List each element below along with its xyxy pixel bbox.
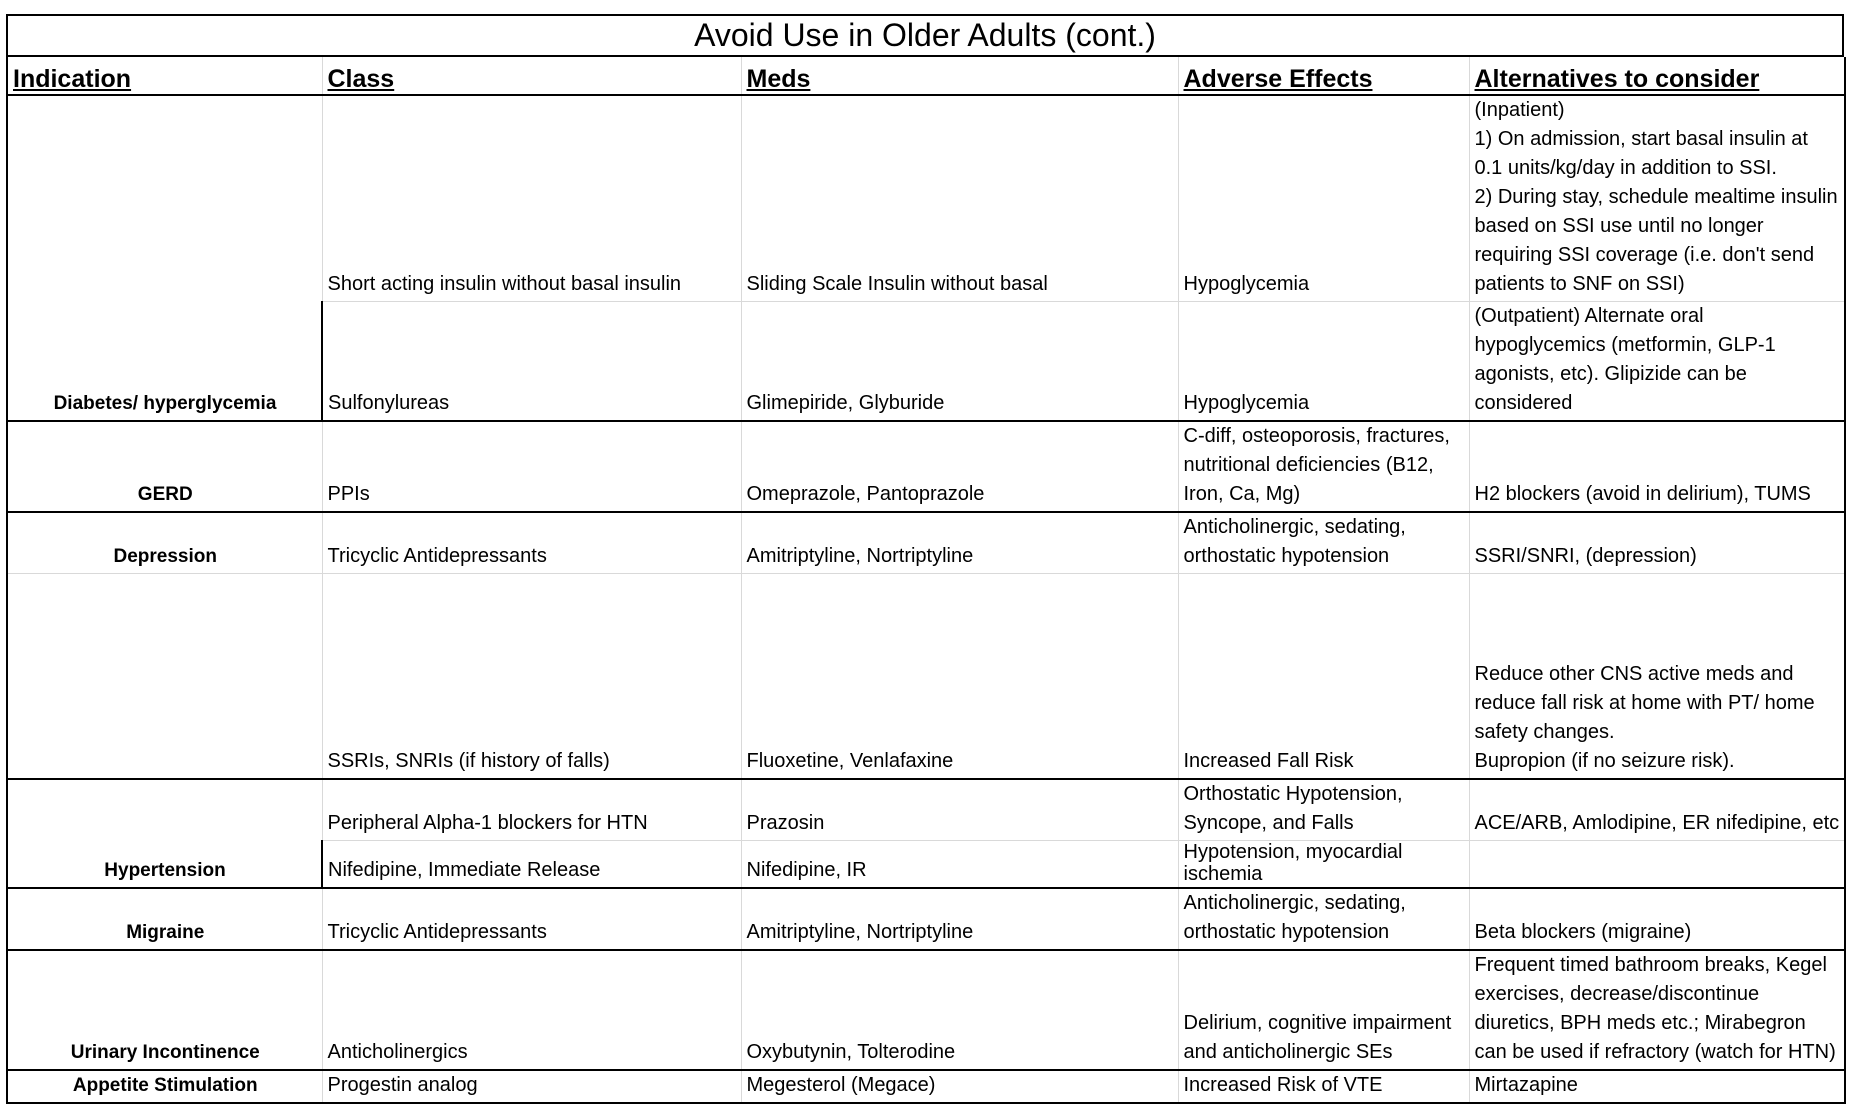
meds-cell: Sliding Scale Insulin without basal — [741, 95, 1178, 302]
adverse-cell: Anticholinergic, sedating, orthostatic hypotension — [1178, 512, 1469, 574]
class-cell: Short acting insulin without basal insulin — [322, 95, 741, 302]
meds-cell: Prazosin — [741, 779, 1178, 841]
table-row — [7, 779, 1845, 841]
alternatives-cell: Frequent timed bathroom breaks, Kegel exercises, decrease/discontinue diuretics, BPH meds etc.; Mirabegron can be used if refractory (watch for HTN) — [1469, 950, 1845, 1070]
adverse-cell: Hypoglycemia — [1178, 302, 1469, 422]
meds-cell: Glimepiride, Glyburide — [741, 302, 1178, 422]
alternatives-cell: H2 blockers (avoid in delirium), TUMS — [1469, 421, 1845, 512]
class-cell: SSRIs, SNRIs (if history of falls) — [322, 574, 741, 779]
alternatives-cell: (Inpatient) 1) On admission, start basal insulin at 0.1 units/kg/day in addition to SSI. 2) During stay, schedule mealtime insulin based on SSI use until no longer requiring SSI coverage (i.e. don't send patients to SNF on SSI) — [1469, 95, 1845, 302]
header-row — [7, 57, 1845, 95]
alternatives-cell: Mirtazapine — [1469, 1070, 1845, 1103]
indication-cell: Hypertension — [7, 779, 322, 888]
class-cell: Tricyclic Antidepressants — [322, 888, 741, 950]
alternatives-cell: (Outpatient) Alternate oral hypoglycemics (metformin, GLP-1 agonists, etc). Glipizide can be considered — [1469, 302, 1845, 422]
adverse-cell: Delirium, cognitive impairment and anticholinergic SEs — [1178, 950, 1469, 1070]
medication-table — [6, 57, 1846, 1104]
class-cell: Anticholinergics — [322, 950, 741, 1070]
meds-cell: Amitriptyline, Nortriptyline — [741, 888, 1178, 950]
indication-cell: Depression — [7, 512, 322, 574]
header-indication: Indication — [7, 57, 322, 95]
class-cell: Sulfonylureas — [322, 302, 741, 422]
meds-cell: Megesterol (Megace) — [741, 1070, 1178, 1103]
header-meds: Meds — [741, 57, 1178, 95]
meds-cell: Oxybutynin, Tolterodine — [741, 950, 1178, 1070]
table-row — [7, 574, 1845, 779]
table-row — [7, 888, 1845, 950]
meds-cell: Amitriptyline, Nortriptyline — [741, 512, 1178, 574]
spreadsheet — [6, 14, 1844, 1104]
indication-cell: Appetite Stimulation — [7, 1070, 322, 1103]
alternatives-cell: SSRI/SNRI, (depression) — [1469, 512, 1845, 574]
table-row — [7, 1070, 1845, 1103]
adverse-cell: Increased Risk of VTE — [1178, 1070, 1469, 1103]
indication-cell: Diabetes/ hyperglycemia — [7, 95, 322, 421]
adverse-cell: Hypotension, myocardial ischemia — [1178, 840, 1469, 888]
indication-cell: GERD — [7, 421, 322, 512]
adverse-cell: Increased Fall Risk — [1178, 574, 1469, 779]
table-row — [7, 950, 1845, 1070]
header-adverse-effects: Adverse Effects — [1178, 57, 1469, 95]
adverse-cell: Hypoglycemia — [1178, 95, 1469, 302]
table-title: Avoid Use in Older Adults (cont.) — [6, 14, 1844, 57]
class-cell: PPIs — [322, 421, 741, 512]
indication-cell: Migraine — [7, 888, 322, 950]
meds-cell: Fluoxetine, Venlafaxine — [741, 574, 1178, 779]
class-cell: Nifedipine, Immediate Release — [322, 840, 741, 888]
alternatives-cell: ACE/ARB, Amlodipine, ER nifedipine, etc — [1469, 779, 1845, 841]
indication-cell-empty — [7, 574, 322, 779]
indication-cell: Urinary Incontinence — [7, 950, 322, 1070]
alternatives-cell: Reduce other CNS active meds and reduce fall risk at home with PT/ home safety changes. Bupropion (if no seizure risk). — [1469, 574, 1845, 779]
adverse-cell: C-diff, osteoporosis, fractures, nutritional deficiencies (B12, Iron, Ca, Mg) — [1178, 421, 1469, 512]
adverse-cell: Orthostatic Hypotension, Syncope, and Falls — [1178, 779, 1469, 841]
header-alternatives: Alternatives to consider — [1469, 57, 1845, 95]
table-row — [7, 421, 1845, 512]
class-cell: Progestin analog — [322, 1070, 741, 1103]
alternatives-cell — [1469, 840, 1845, 888]
table-row — [7, 95, 1845, 302]
meds-cell: Omeprazole, Pantoprazole — [741, 421, 1178, 512]
adverse-cell: Anticholinergic, sedating, orthostatic hypotension — [1178, 888, 1469, 950]
meds-cell: Nifedipine, IR — [741, 840, 1178, 888]
alternatives-cell: Beta blockers (migraine) — [1469, 888, 1845, 950]
header-class: Class — [322, 57, 741, 95]
table-row — [7, 512, 1845, 574]
class-cell: Peripheral Alpha-1 blockers for HTN — [322, 779, 741, 841]
class-cell: Tricyclic Antidepressants — [322, 512, 741, 574]
